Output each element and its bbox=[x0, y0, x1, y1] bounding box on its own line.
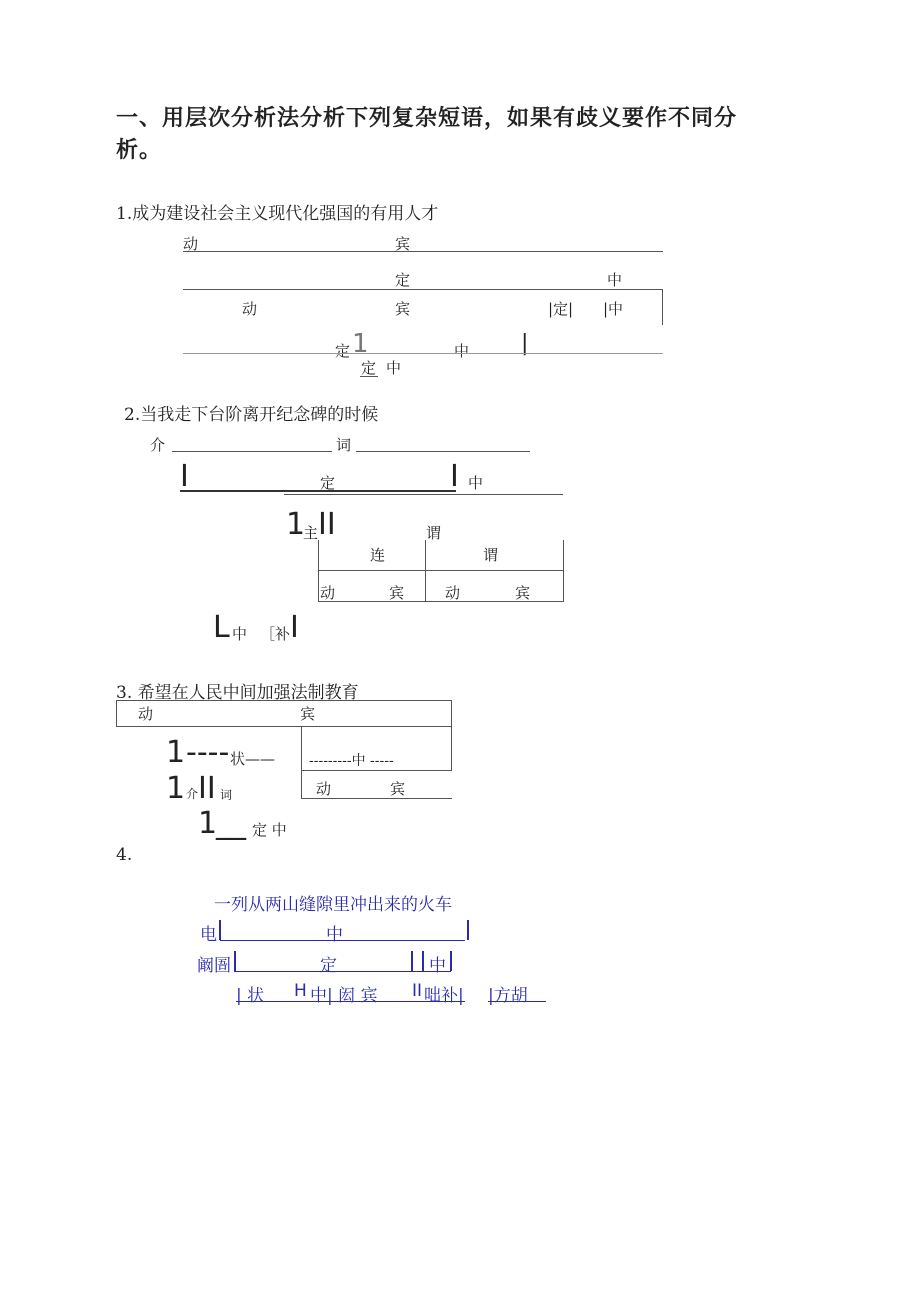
q2-row1-b: 词 bbox=[336, 436, 352, 454]
q2-line-5 bbox=[318, 601, 563, 602]
q2-row6-d: I bbox=[290, 610, 299, 645]
q1-row1-left: 动 bbox=[183, 235, 199, 253]
q4-row1-bar-left bbox=[219, 920, 221, 940]
q4-row1-a: 电 bbox=[200, 925, 217, 945]
q4-row3-b: H bbox=[294, 981, 307, 1001]
q1-row5-a: 定 bbox=[361, 359, 377, 377]
q2-vline-mid bbox=[425, 540, 426, 602]
q3-row3-d: 词 bbox=[220, 788, 233, 802]
q3-row3-e: 动 bbox=[316, 780, 332, 798]
q1-vline-right bbox=[662, 289, 663, 325]
q2-vline-right bbox=[563, 540, 564, 602]
q3-row2-c: 状—— bbox=[230, 750, 276, 768]
q1-row4-c: 中 bbox=[454, 342, 470, 360]
q3-line-1 bbox=[116, 726, 452, 727]
q1-row4-d: | bbox=[521, 331, 529, 356]
q2-row6-b: 中 bbox=[232, 625, 248, 643]
q3-title: 3. 希望在人民中间加强法制教育 bbox=[116, 683, 359, 703]
q2-line-1b bbox=[356, 451, 530, 452]
q2-row6-a: L bbox=[213, 610, 230, 645]
q4-row2-bar-left bbox=[234, 951, 236, 971]
q1-row3-d: |中 bbox=[603, 300, 624, 318]
q4-row2-bar-right bbox=[450, 951, 452, 971]
q4-row2-bar-mid2 bbox=[422, 951, 424, 971]
q1-row1-right: 宾 bbox=[395, 235, 411, 253]
q1-row3-b: 宾 bbox=[395, 300, 411, 318]
q1-underline-5 bbox=[360, 376, 378, 377]
q4-row3-a: | 状 bbox=[236, 986, 265, 1006]
q3-row2-d: ---------中 ----- bbox=[309, 753, 394, 769]
q2-line-4 bbox=[318, 570, 563, 571]
q4-row2-b: 定 bbox=[320, 956, 337, 976]
q4-row3-underline-2 bbox=[488, 1001, 546, 1002]
q2-row4-b: 谓 bbox=[483, 546, 499, 564]
q2-row2-a: I bbox=[180, 459, 189, 494]
q4-row3-underline-1 bbox=[236, 1001, 465, 1002]
q1-row5-b: 中 bbox=[386, 359, 402, 377]
q2-row5-a: 动 bbox=[320, 584, 336, 602]
q2-row5-b: 宾 bbox=[389, 584, 405, 602]
q1-row3-c: |定| bbox=[548, 300, 574, 318]
q2-line-2a bbox=[180, 490, 456, 492]
q4-row3-f: |方胡 bbox=[488, 986, 528, 1006]
q3-row3-b: 介 bbox=[186, 787, 199, 801]
q4-row1-b: 中 bbox=[326, 925, 343, 945]
q1-line-2 bbox=[183, 289, 663, 290]
q2-row1-a: 介 bbox=[150, 436, 166, 454]
q2-row2-d: 中 bbox=[468, 474, 484, 492]
q3-row3-f: 宾 bbox=[390, 780, 406, 798]
q2-row4-a: 连 bbox=[370, 546, 386, 564]
q2-row5-c: 动 bbox=[445, 584, 461, 602]
q3-row4-b: __ bbox=[216, 806, 246, 841]
q4-row3-c: 中| 闳 宾 bbox=[310, 986, 378, 1006]
q3-row3-a: 1 bbox=[166, 771, 186, 806]
q3-row2-b: ---- bbox=[186, 735, 230, 770]
q2-row2-b: 定 bbox=[320, 474, 336, 492]
q2-row3-b: 主 bbox=[303, 524, 319, 542]
q3-row2-a: 1 bbox=[166, 735, 186, 770]
q1-row4-b: 1 bbox=[352, 329, 369, 359]
q2-vline-left bbox=[318, 540, 319, 602]
q4-row2-bar-mid1 bbox=[411, 951, 413, 971]
q4-row3-e: 咄补| bbox=[424, 986, 464, 1006]
q4-row2-c: 中 bbox=[429, 956, 446, 976]
q4-row1-underline bbox=[220, 940, 465, 941]
q2-row3-d: 谓 bbox=[426, 524, 442, 542]
q3-row1-b: 宾 bbox=[300, 705, 316, 723]
q4-row3-d: II bbox=[412, 981, 423, 1001]
q2-row2-c: I bbox=[450, 459, 459, 494]
q1-title: 1.成为建设社会主义现代化强国的有用人才 bbox=[116, 204, 439, 224]
q3-vline-mid bbox=[301, 726, 302, 798]
q1-line-3 bbox=[183, 353, 663, 354]
q1-line-1 bbox=[183, 251, 663, 252]
q3-line-3 bbox=[301, 798, 452, 799]
q3-line-2 bbox=[301, 770, 452, 771]
q3-row4-a: 1 bbox=[198, 806, 218, 841]
q3-line-0 bbox=[116, 700, 452, 701]
q1-row3-a: 动 bbox=[242, 300, 258, 318]
q2-row6-c: ［补 bbox=[260, 625, 291, 643]
q4-phrase: 一列从两山缝隙里冲出来的火车 bbox=[214, 895, 452, 915]
q3-row1-a: 动 bbox=[138, 705, 154, 723]
q4-row1-bar-right bbox=[467, 920, 469, 940]
heading-line1: 一、用层次分析法分析下列复杂短语，如果有歧义要作不同分 bbox=[116, 106, 738, 131]
q2-row5-d: 宾 bbox=[515, 584, 531, 602]
q1-row4-a: 定 bbox=[335, 342, 351, 360]
heading-line2: 析。 bbox=[116, 138, 163, 163]
q2-line-2b bbox=[284, 494, 563, 495]
q1-row2-right: 中 bbox=[607, 271, 623, 289]
q3-vline-right bbox=[451, 700, 452, 770]
q3-row4-c: 定 中 bbox=[252, 821, 287, 839]
q4-row2-underline bbox=[234, 971, 451, 972]
q3-vline-left bbox=[116, 700, 117, 726]
q2-title: 2.当我走下台阶离开纪念碑的时候 bbox=[124, 405, 379, 425]
q4-row2-a: 阚圄 bbox=[197, 956, 231, 976]
q1-row2-left: 定 bbox=[395, 271, 411, 289]
q3-row3-c: II bbox=[198, 771, 216, 806]
q2-row3-c: II bbox=[318, 507, 336, 542]
q4-title: 4. bbox=[116, 845, 133, 865]
q2-row3-a: 1 bbox=[286, 507, 306, 542]
q2-line-1a bbox=[172, 451, 332, 452]
